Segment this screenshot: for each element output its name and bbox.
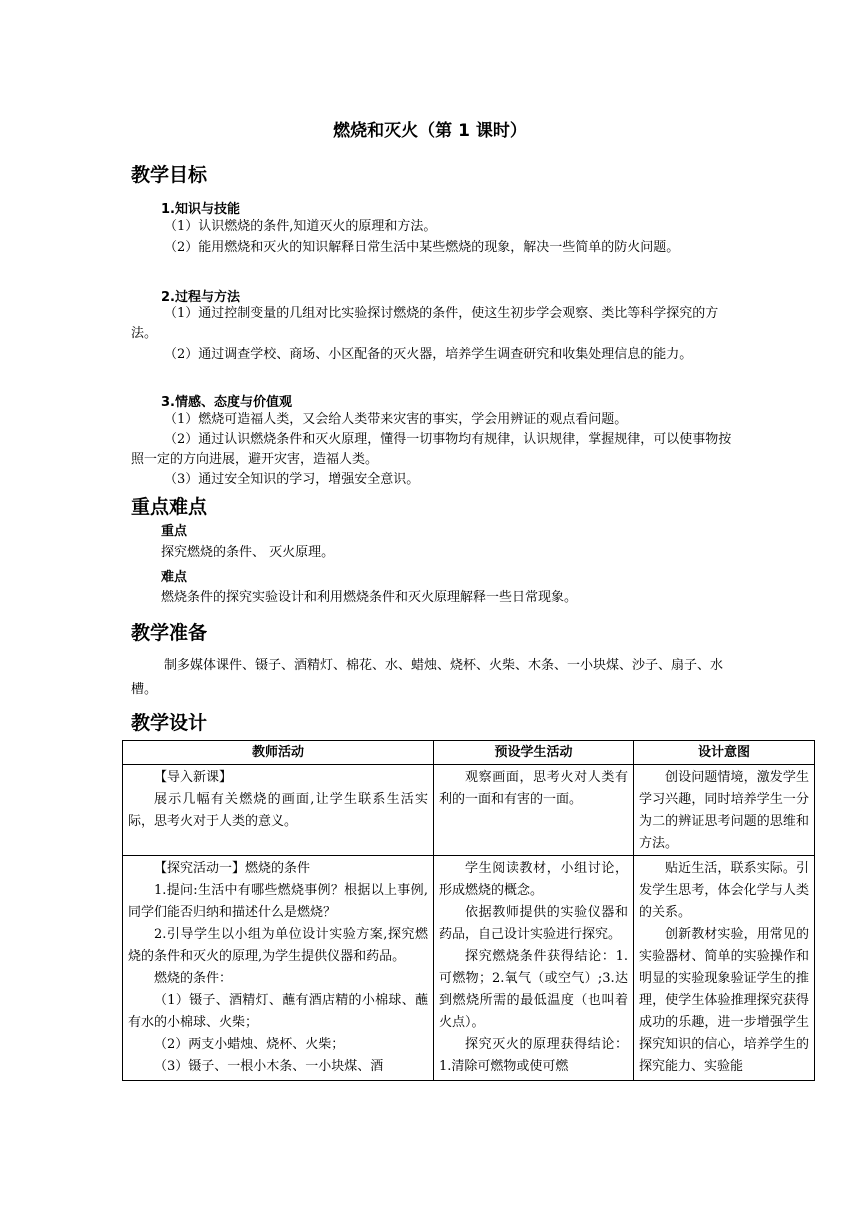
goal-group-label: 2.过程与方法 (161, 290, 240, 305)
prep-heading: 教学准备 (131, 622, 208, 644)
key-points-heading: 重点难点 (131, 496, 208, 518)
student-cell: 学生阅读教材，小组讨论，形成燃烧的概念。 依据教师提供的实验仪器和药品，自己设计实验进行探究。 探究燃烧条件获得结论：1.可燃物；2.氧气（或空气）;3.达到燃烧所需的最低温度（也叫着火点）。 探究灭火的原理获得结论：1.清除可燃物或使可燃 (434, 856, 634, 1081)
goal-item: （2）通过认识燃烧条件和灭火原理，懂得一切事物均有规律，认识规律，掌握规律，可以使事物按照一定的方向进展，避开灾害，造福人类。 (131, 432, 732, 467)
column-header: 预设学生活动 (434, 741, 634, 765)
student-cell: 观察画面，思考火对人类有利的一面和有害的一面。 (434, 765, 634, 856)
goal-item: （2）能用燃烧和灭火的知识解释日常生活中某些燃烧的现象，解决一些简单的防火问题。 (164, 240, 680, 255)
goal-item: （3）通过安全知识的学习，增强安全意识。 (164, 472, 420, 487)
goal-item: （2）通过调查学校、商场、小区配备的灭火器，培养学生调查研究和收集处理信息的能力。 (164, 347, 693, 362)
hard-text: 燃烧条件的探究实验设计和利用燃烧条件和灭火原理解释一些日常现象。 (161, 590, 578, 605)
goal-item: （1）燃烧可造福人类，又会给人类带来灾害的事实，学会用辨证的观点看问题。 (164, 412, 628, 427)
key-text: 探究燃烧的条件、 灭火原理。 (161, 545, 335, 560)
teacher-cell: 【导入新课】 展示几幅有关燃烧的画面,让学生联系生活实际，思考火对于人类的意义。 (123, 765, 434, 856)
goals-heading: 教学目标 (131, 164, 208, 186)
table-row (123, 856, 815, 1081)
column-header: 教师活动 (123, 741, 434, 765)
page-title: 燃烧和灭火（第 1 课时） (333, 121, 527, 141)
teacher-cell: 【探究活动一】燃烧的条件 1.提问:生活中有哪些燃烧事例？根据以上事例,同学们能否归纳和描述什么是燃烧？ 2.引导学生以小组为单位设计实验方案,探究燃烧的条件和灭火的原理,为学生提供仪器和药品。 燃烧的条件： （1）镊子、酒精灯、蘸有酒店精的小棉球、蘸有水的小棉球、火柴； （2）两支小蜡烛、烧杯、火柴； （3）镊子、一根小木条、一小块煤、酒 (123, 856, 434, 1081)
design-heading: 教学设计 (131, 712, 208, 734)
intent-cell: 贴近生活，联系实际。引发学生思考，体会化学与人类的关系。 创新教材实验，用常见的实验器材、简单的实验操作和明显的实验现象验证学生的推理，使学生体验推理探究获得成功的乐趣，进一步增强学生探究知识的信心，培养学生的探究能力、实验能 (634, 856, 815, 1081)
column-header: 设计意图 (634, 741, 815, 765)
design-table (122, 740, 815, 1081)
goal-item: （1）认识燃烧的条件,知道灭火的原理和方法。 (164, 219, 437, 234)
intent-cell: 创设问题情境，激发学生学习兴趣，同时培养学生一分为二的辨证思考问题的思维和方法。 (634, 765, 815, 856)
hard-label: 难点 (161, 570, 188, 585)
table-row (123, 765, 815, 856)
goal-item: （1）通过控制变量的几组对比实验探讨燃烧的条件，使这生初步学会观察、类比等科学探究的方法。 (131, 306, 719, 341)
goal-group-label: 1.知识与技能 (161, 202, 240, 217)
key-label: 重点 (161, 524, 188, 539)
goal-group-label: 3.情感、态度与价值观 (161, 395, 292, 410)
prep-text: 制多媒体课件、镊子、酒精灯、棉花、水、蜡烛、烧杯、火柴、木条、一小块煤、沙子、扇子、水槽。 (131, 658, 724, 697)
